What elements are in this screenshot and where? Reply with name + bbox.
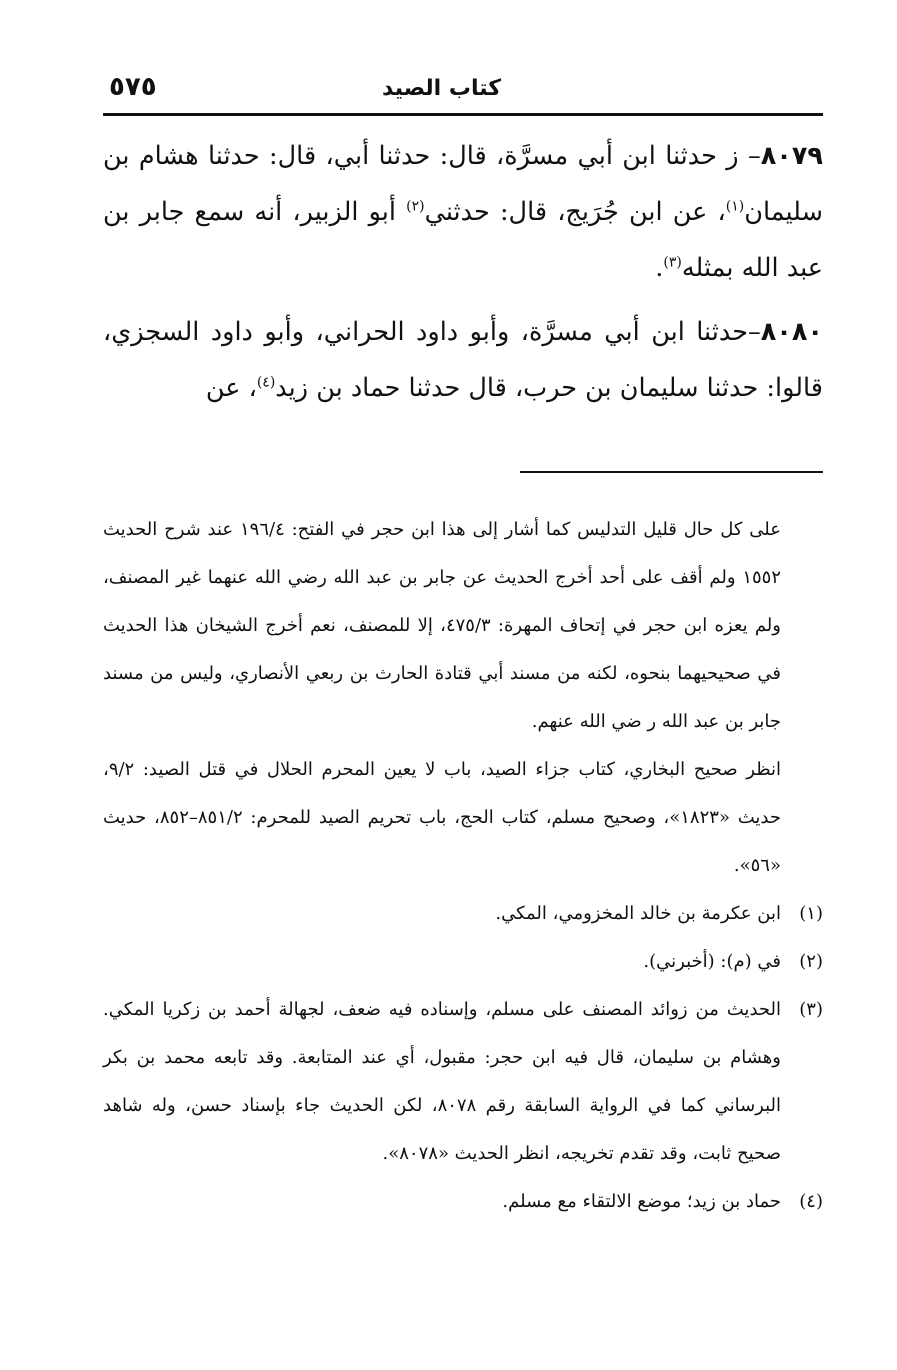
footnote-text: ابن عكرمة بن خالد المخزومي، المكي.	[495, 903, 781, 924]
hadith-text: أبو الزبير، أنه سمع جابر بن عبد الله بمثله	[103, 197, 823, 283]
footnote-ref[interactable]: (٢)	[406, 198, 425, 215]
chapter-title: كتاب الصيد	[382, 76, 501, 101]
footnote-4	[103, 1178, 823, 1226]
continuation-paragraph: على كل حال قليل التدليس كما أشار إلى هذا ابن حجر في الفتح: ١٩٦/٤ عند شرح الحديث ١٥٥٢ ولم أقف على أحد أخرج الحديث عن جابر بن عبد الله رضي الله عنهما غير المصنف، ولم يعزه ابن حجر في إتحاف المهرة: ٤٧٥/٣، إلا للمصنف، نعم أخرج الشيخان هذا الحديث في صحيحيهما بنحوه، لكنه من مسند أبي قتادة الحارث بن ربعي الأنصاري، وليس من مسند جابر بن عبد الله ر ضي الله عنهم.	[103, 519, 781, 732]
hadith-text: ، عن ابن جُرَيج، قال: حدثني	[424, 197, 726, 227]
footnote-number: (١)	[799, 903, 823, 924]
hadith-number: ٨٠٨٠	[760, 317, 823, 347]
hadith-8079	[103, 128, 823, 296]
footnote-ref[interactable]: (٣)	[663, 254, 682, 271]
hadith-text: –حدثنا ابن أبي مسرَّة، وأبو داود الحراني، وأبو داود السجزي، قالوا: حدثنا سليمان بن حرب، قال حدثنا حماد بن زيد	[103, 317, 823, 403]
footnote-number: (٤)	[799, 1191, 823, 1212]
footnote-continuation	[103, 506, 823, 890]
footnote-text: حماد بن زيد؛ موضع الالتقاء مع مسلم.	[502, 1191, 781, 1212]
running-header	[103, 70, 823, 110]
footnote-1	[103, 890, 823, 938]
footnote-text: الحديث من زوائد المصنف على مسلم، وإسناده فيه ضعف، لجهالة أحمد بن زكريا المكي. وهشام بن سليمان، قال فيه ابن حجر: مقبول، أي عند المتابعة. وقد تابعه محمد بن بكر البرساني كما في الرواية السابقة رقم ٨٠٧٨، لكن الحديث جاء بإسناد حسن، وله شاهد صحيح ثابت، وقد تقدم تخريجه، انظر الحديث «٨٠٧٨».	[103, 999, 781, 1164]
footnote-3	[103, 986, 823, 1178]
footnotes-area	[103, 506, 823, 1226]
footnote-separator	[520, 471, 823, 473]
hadith-8080	[103, 304, 823, 416]
hadith-text: ، عن	[205, 373, 257, 403]
page-number: ٥٧٥	[109, 72, 157, 102]
main-text	[103, 128, 823, 416]
header-rule	[103, 113, 823, 116]
footnote-text: في (م): (أخبرني).	[643, 951, 781, 972]
footnote-number: (٢)	[799, 951, 823, 972]
hadith-number: ٨٠٧٩	[760, 141, 823, 171]
continuation-paragraph: انظر صحيح البخاري، كتاب جزاء الصيد، باب لا يعين المحرم الحلال في قتل الصيد: ٩/٢، حديث «١٨٢٣»، وصحيح مسلم، كتاب الحج، باب تحريم الصيد للمحرم: ٨٥١/٢–٨٥٢، حديث «٥٦».	[103, 759, 782, 876]
hadith-text: .	[655, 253, 664, 283]
footnote-ref[interactable]: (٤)	[256, 374, 276, 391]
footnote-2	[103, 938, 823, 986]
footnote-number: (٣)	[799, 999, 823, 1020]
hadith-text: – ز حدثنا ابن أبي مسرَّة، قال: حدثنا أبي، قال: حدثنا هشام بن سليمان	[103, 141, 823, 227]
footnote-ref[interactable]: (١)	[725, 198, 745, 215]
